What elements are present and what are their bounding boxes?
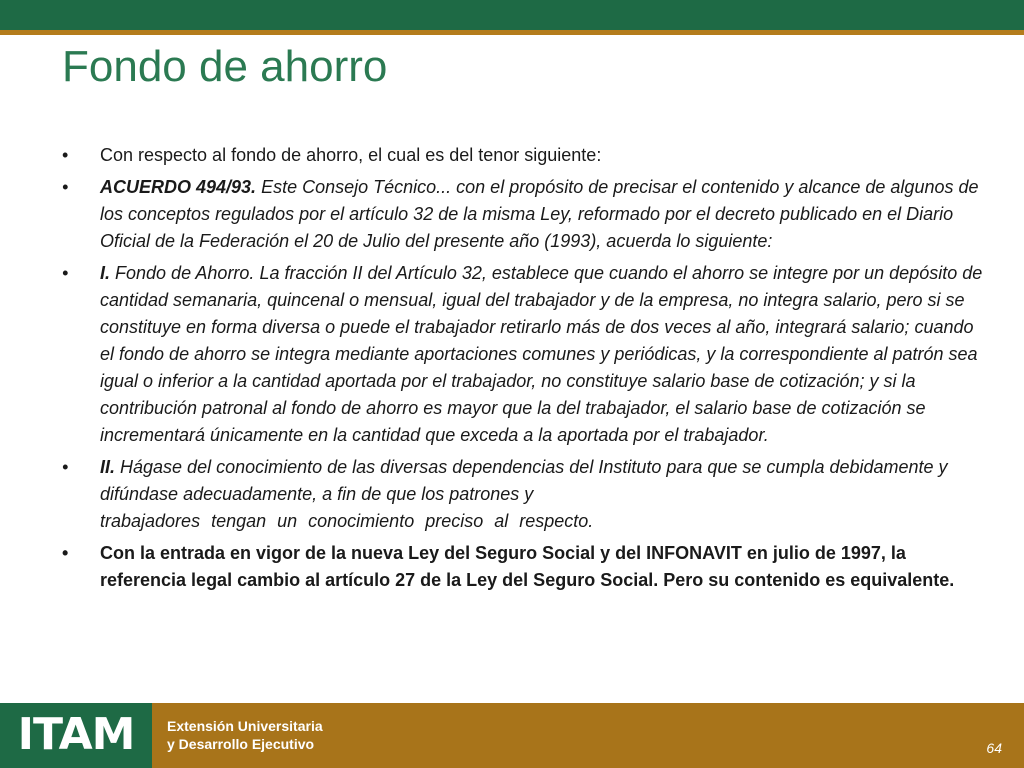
footer-bar — [0, 703, 1024, 768]
bullet-list — [62, 142, 987, 599]
bullet-text-tail: trabajadores tengan un conocimiento preciso al respecto. — [100, 511, 594, 531]
bullet-marker: • — [62, 457, 69, 477]
itam-logo: ITAM — [17, 709, 135, 760]
footer-org-line1: Extensión Universitaria — [167, 718, 323, 734]
header-bar — [0, 0, 1024, 30]
slide-title: Fondo de ahorro — [62, 42, 388, 91]
bullet-item — [62, 174, 987, 255]
bullet-marker: • — [62, 177, 69, 197]
bullet-item — [62, 454, 987, 535]
header-rule — [0, 30, 1024, 35]
bullet-lead: I. — [100, 263, 111, 283]
bullet-text: Este Consejo Técnico... con el propósito de precisar el contenido y alcance de algunos de los conceptos regulados por el artículo 32 de la misma Ley, reformado por el decreto publicado en el Diario Oficial de la Federación el 20 de Julio del presente año (1993), acuerda lo siguiente: — [100, 177, 979, 251]
bullet-item — [62, 260, 987, 449]
bullet-item — [62, 540, 987, 594]
bullet-marker: • — [62, 263, 69, 283]
bullet-text: Fondo de Ahorro. La fracción II del Artículo 32, establece que cuando el ahorro se integre por un depósito de cantidad semanaria, quincenal o mensual, igual del trabajador y de la empresa, no integra salario, pero si se constituye en forma diversa o puede el trabajador retirarlo más de dos veces al año, integrará salario; cuando el fondo de ahorro se integra mediante aportaciones comunes y periódicas, y la correspondiente al patrón sea igual o inferior a la cantidad aportada por el trabajador, no constituye salario base de cotización; y si la contribución patronal al fondo de ahorro es mayor que la del trabajador, el salario base de cotización se incrementará únicamente en la cantidad que exceda a la aportada por el trabajador. — [100, 263, 983, 445]
bullet-lead: ACUERDO 494/93. — [100, 177, 257, 197]
bullet-marker: • — [62, 543, 69, 563]
bullet-text: Hágase del conocimiento de las diversas dependencias del Instituto para que se cumpla debidamente y difúndase adecuadamente, a fin de que los patrones y — [100, 457, 948, 504]
footer-org-name — [167, 717, 323, 753]
bullet-marker: • — [62, 145, 69, 165]
bullet-item — [62, 142, 987, 169]
footer-logo-panel — [0, 703, 152, 768]
bullet-text: Con la entrada en vigor de la nueva Ley del Seguro Social y del INFONAVIT en julio de 1997, la referencia legal cambio al artículo 27 de la Ley del Seguro Social. Pero su contenido es equivalente. — [100, 543, 955, 590]
page-number: 64 — [986, 740, 1002, 756]
bullet-text: Con respecto al fondo de ahorro, el cual es del tenor siguiente: — [100, 145, 602, 165]
bullet-lead: II. — [100, 457, 116, 477]
footer-org-line2: y Desarrollo Ejecutivo — [167, 736, 315, 752]
